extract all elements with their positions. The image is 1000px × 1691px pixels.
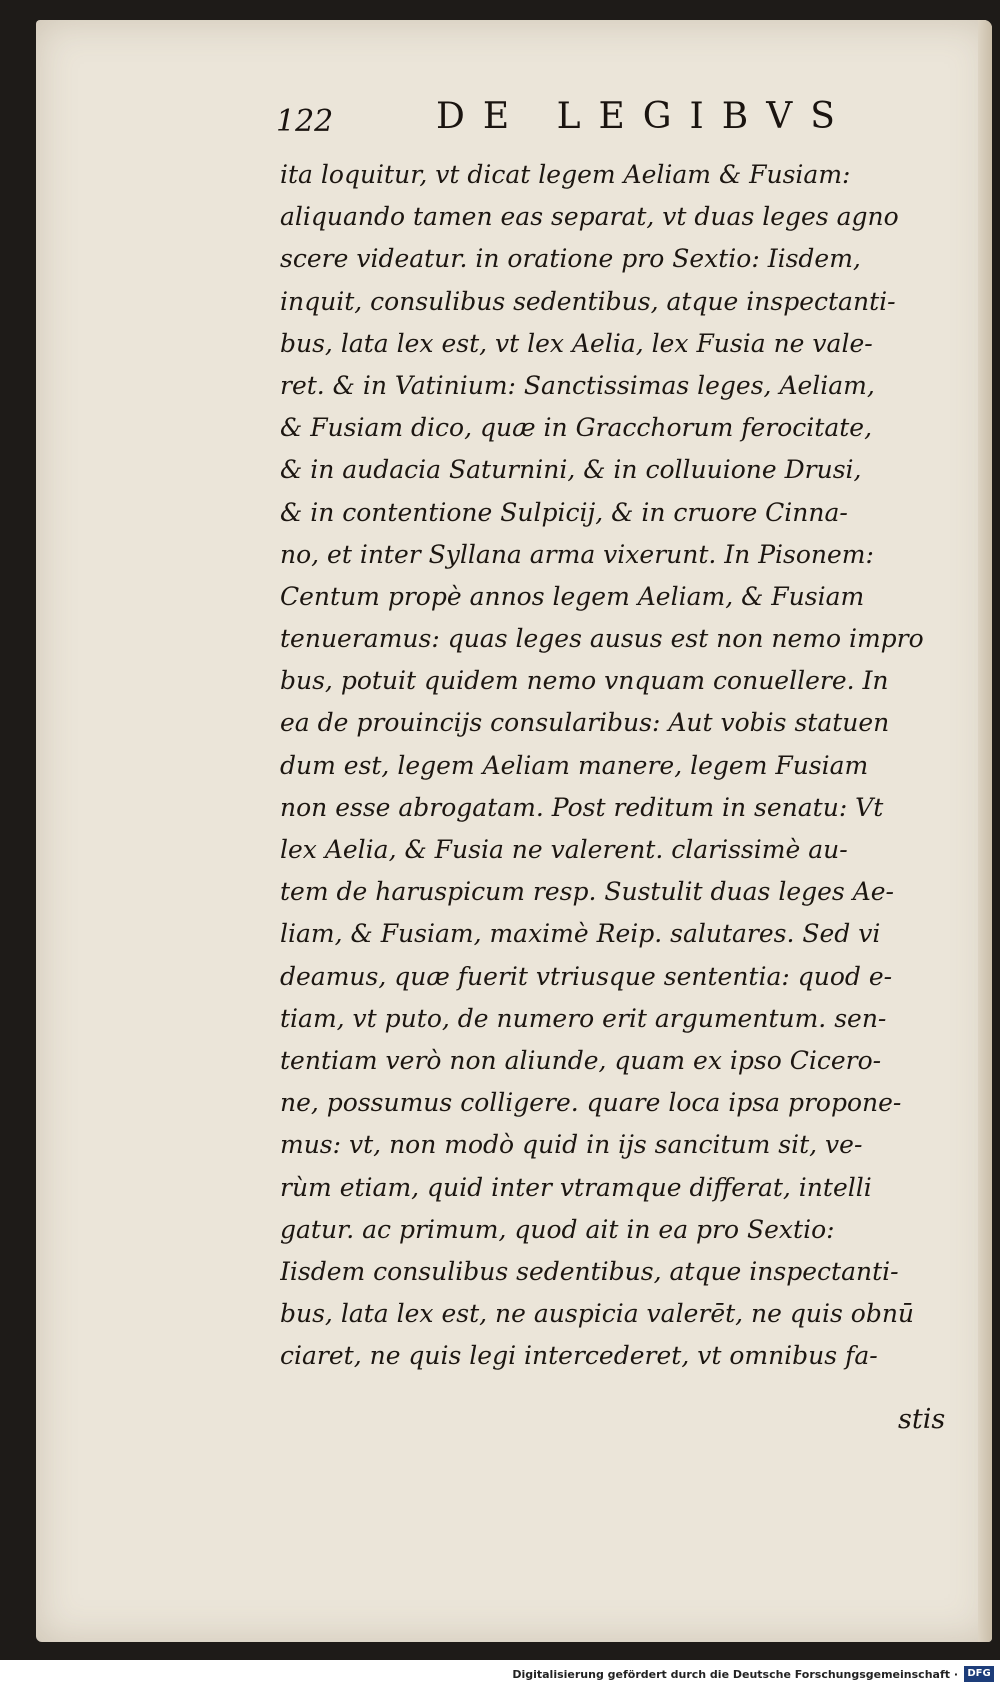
text-line: & Fusiam dico, quæ in Gracchorum ferocitate, [280,413,873,443]
text-line: tenueramus: quas leges ausus est non nemo impro [280,624,924,654]
text-line: lex Aelia, & Fusia ne valerent. clarissimè au- [280,835,848,864]
text-line: & in contentione Sulpicij, & in cruore Cinna- [280,497,848,527]
running-head-title: DE LEGIBVS [436,96,853,137]
text-line: ita loquitur, vt dicat legem Aeliam & Fusiam: [280,160,851,189]
dfg-logo: DFG [964,1666,994,1682]
text-line: mus: vt, non modò quid in ijs sancitum sit, ve- [280,1130,863,1160]
text-line: bus, lata lex est, ne auspicia valerēt, ne quis obnū [280,1299,915,1329]
text-line: ne, possumus colligere. quare loca ipsa propone- [280,1088,902,1118]
text-line: bus, lata lex est, vt lex Aelia, lex Fusia ne vale- [280,328,873,358]
text-line: rùm etiam, quid inter vtramque differat, intelli [280,1172,872,1202]
text-line: deamus, quæ fuerit vtriusque sententia: quod e- [280,961,893,991]
text-line: no, et inter Syllana arma vixerunt. In Pisonem: [280,539,874,569]
text-line: bus, potuit quidem nemo vnquam conuellere. In [280,666,889,696]
footer-bar [0,1660,1000,1691]
text-line: tentiam verò non aliunde, quam ex ipso Cicero- [280,1045,882,1075]
text-line: aliquando tamen eas separat, vt duas leges agno [280,202,899,232]
text-line: & in audacia Saturnini, & in colluuione Drusi, [280,455,862,485]
digitization-credit: Digitalisierung gefördert durch die Deutsche Forschungsgemeinschaft · [512,1668,958,1681]
text-line: tem de haruspicum resp. Sustulit duas leges Ae- [280,877,894,907]
text-line: non esse abrogatam. Post reditum in senatu: Vt [280,792,884,822]
text-line: dum est, legem Aeliam manere, legem Fusiam [280,750,869,780]
text-block [280,154,970,1377]
page-edge [978,20,992,1642]
text-line: scere videatur. in oratione pro Sextio: Iisdem, [280,244,861,274]
text-line: ea de prouincijs consularibus: Aut vobis statuen [280,708,890,738]
text-line: gatur. ac primum, quod ait in ea pro Sextio: [280,1214,835,1244]
text-line: ret. & in Vatinium: Sanctissimas leges, Aeliam, [280,370,875,400]
book-page [36,20,992,1642]
text-line: tiam, vt puto, de numero erit argumentum. sen- [280,1003,887,1033]
text-line: Iisdem consulibus sedentibus, atque inspectanti- [280,1256,899,1286]
running-head [276,96,896,146]
text-line: Centum propè annos legem Aeliam, & Fusiam [280,581,865,611]
text-line: liam, & Fusiam, maximè Reip. salutares. Sed vi [280,919,881,949]
text-line: inquit, consulibus sedentibus, atque inspectanti- [280,286,896,316]
page-number: 122 [276,104,334,139]
text-line: ciaret, ne quis legi intercederet, vt omnibus fa- [280,1341,878,1371]
catchword: stis [898,1404,946,1435]
